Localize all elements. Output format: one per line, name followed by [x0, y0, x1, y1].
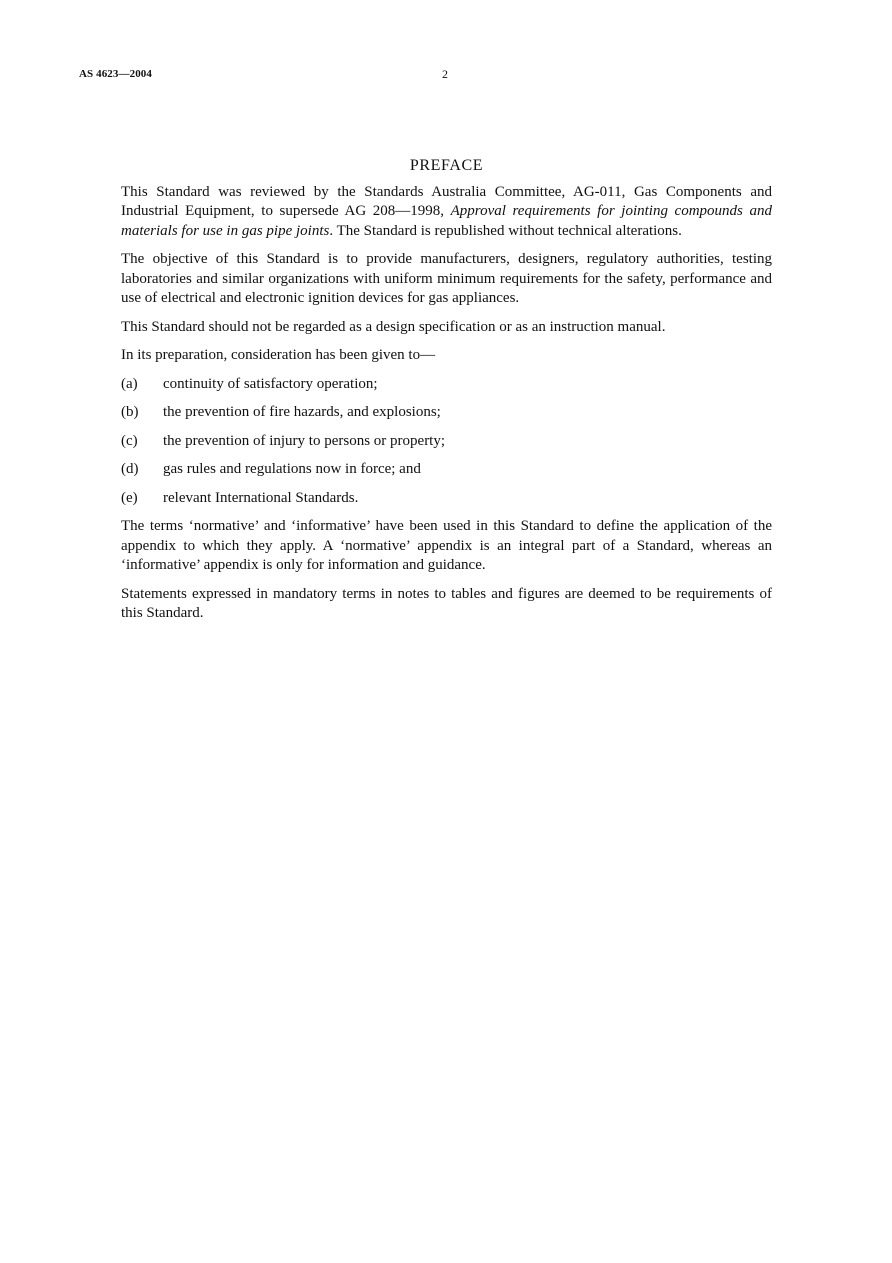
paragraph-text: This Standard was reviewed by the Standards Australia Committee, AG-011, Gas Components and Industrial Equipment, to supersede AG 208—1998, [121, 183, 772, 219]
preface-paragraph-review [121, 183, 772, 242]
list-item-text: the prevention of fire hazards, and explosions; [163, 404, 441, 420]
preface-paragraph-mandatory-notes: Statements expressed in mandatory terms in notes to tables and figures are deemed to be requirements of this Standard. [121, 585, 772, 621]
list-marker: (a) [121, 375, 138, 392]
list-item [121, 460, 772, 480]
list-item-text: continuity of satisfactory operation; [163, 375, 378, 392]
preface-title: PREFACE [409, 157, 484, 174]
preface-paragraph-scope: This Standard should not be regarded as a design specification or as an instruction manual. [121, 318, 666, 335]
list-item-text: relevant International Standards. [163, 489, 359, 506]
list-item [121, 489, 772, 509]
list-marker: (b) [121, 404, 139, 420]
list-item [121, 375, 772, 395]
preface-paragraph-appendix-terms: The terms ‘normative’ and ‘informative’ have been used in this Standard to define the application of the appendix to which they apply. A ‘normative’ appendix is an integral part of a Standard, whereas an ‘informative’ appendix is only for information and guidance. [121, 518, 772, 573]
preface-paragraph-objective: The objective of this Standard is to provide manufacturers, designers, regulatory authorities, testing laboratories and similar organizations with uniform minimum requirements for the safety, performance and use of electrical and electronic ignition devices for gas appliances. [121, 251, 772, 306]
list-item [121, 403, 772, 423]
list-item-text: gas rules and regulations now in force; and [163, 461, 421, 477]
list-marker: (d) [121, 461, 139, 477]
superseded-standard-title: Approval requirements for jointing compounds and materials for use in gas pipe joints [121, 203, 772, 239]
list-item-text: the prevention of injury to persons or property; [163, 432, 446, 449]
preface-paragraph-consideration: In its preparation, consideration has been given to— [121, 347, 436, 363]
list-marker: (e) [121, 489, 138, 506]
page-number: 2 [442, 67, 448, 81]
list-item [121, 432, 772, 452]
preface-section [121, 156, 772, 633]
paragraph-text: . The Standard is republished without technical alterations. [329, 222, 682, 239]
list-marker: (c) [121, 432, 138, 449]
consideration-list [121, 375, 772, 509]
standard-number: AS 4623—2004 [79, 68, 153, 80]
